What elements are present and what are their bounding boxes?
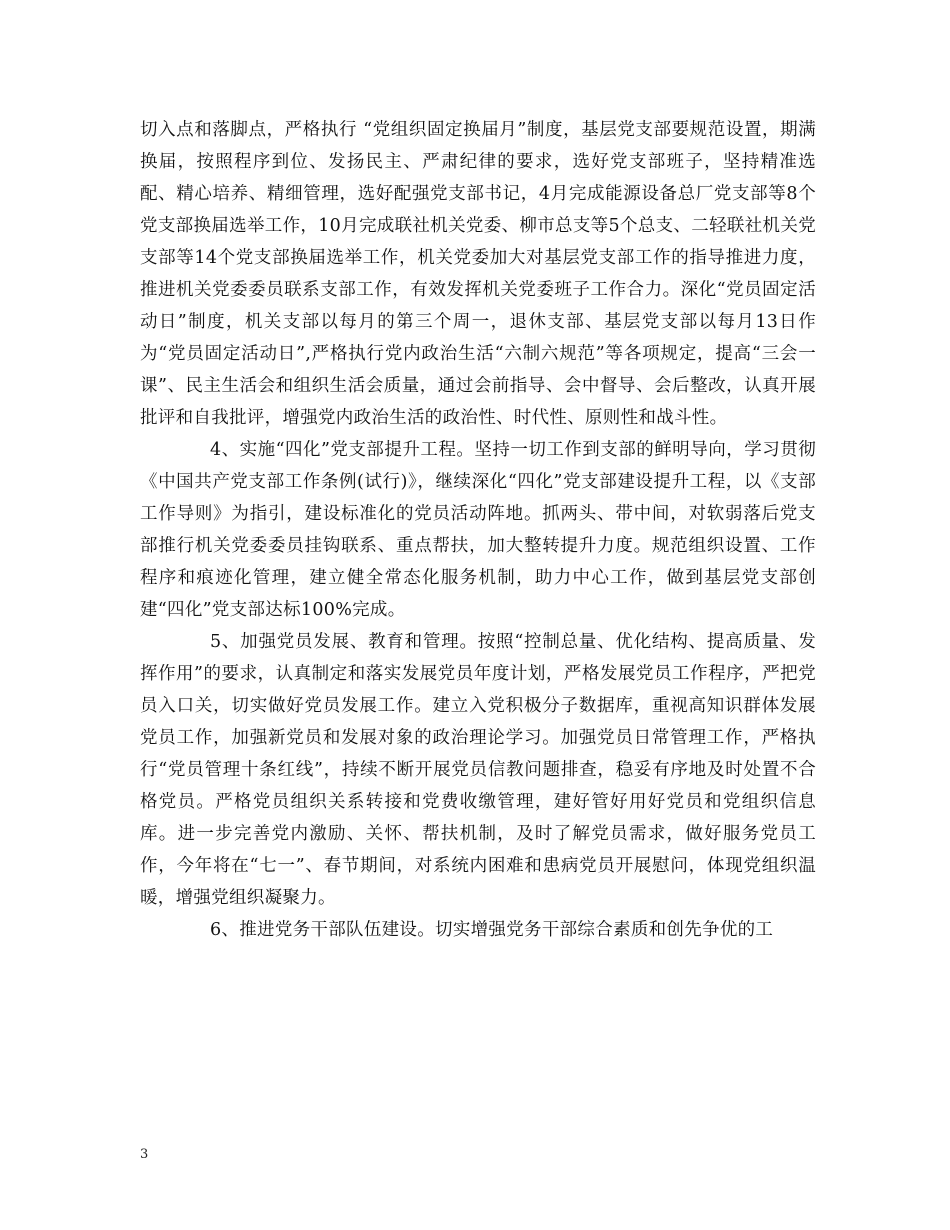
paragraph-4: 6、推进党务干部队伍建设。切实增强党务干部综合素质和创先争优的工 <box>210 920 774 940</box>
paragraph-2: 4、实施“四化”党支部提升工程。坚持一切工作到支部的鲜明导向，学习贯彻《中国共产党支部工作条例(试行)》，继续深化“四化”党支部建设提升工程，以《支部工作导则》为指引，建设标准化的党员活动阵地。抓两头、带中间，对软弱落后党支部推行机关党委委员挂钩联系、重点帮扶，加大整转提升力度。规范组织设置、工作程序和痕迹化管理，建立健全常态化服务机制，助力中心工作，做到基层党支部创建“四化”党支部达标100%完成。 <box>140 440 816 620</box>
paragraph-1: 切入点和落脚点，严格执行 “党组织固定换届月”制度，基层党支部要规范设置，期满换届，按照程序到位、发扬民主、严肃纪律的要求，选好党支部班子，坚持精准选配、精心培养、精细管理，选好配强党支部书记，4月完成能源设备总厂党支部等8个党支部换届选举工作，10月完成联社机关党委、柳市总支等5个总支、二轻联社机关党支部等14个党支部换届选举工作，机关党委加大对基层党支部工作的指导推进力度，推进机关党委委员联系支部工作，有效发挥机关党委班子工作合力。深化“党员固定活动日”制度，机关支部以每月的第三个周一，退休支部、基层党支部以每月13日作为“党员固定活动日”,严格执行党内政治生活“六制六规范”等各项规定，提高“三会一课”、民主生活会和组织生活会质量，通过会前指导、会中督导、会后整改，认真开展批评和自我批评，增强党内政治生活的政治性、时代性、原则性和战斗性。 <box>140 120 816 428</box>
document-body <box>140 114 816 946</box>
paragraph-3: 5、加强党员发展、教育和管理。按照“控制总量、优化结构、提高质量、发挥作用”的要求，认真制定和落实发展党员年度计划，严格发展党员工作程序，严把党员入口关，切实做好党员发展工作。建立入党积极分子数据库，重视高知识群体发展党员工作，加强新党员和发展对象的政治理论学习。加强党员日常管理工作，严格执行“党员管理十条红线”，持续不断开展党员信教问题排查，稳妥有序地及时处置不合格党员。严格党员组织关系转接和党费收缴管理，建好管好用好党员和党组织信息库。进一步完善党内激励、关怀、帮扶机制，及时了解党员需求，做好服务党员工作，今年将在“七一”、春节期间，对系统内困难和患病党员开展慰问，体现党组织温暖，增强党组织凝聚力。 <box>140 632 816 908</box>
page-number: 3 <box>140 1147 149 1162</box>
